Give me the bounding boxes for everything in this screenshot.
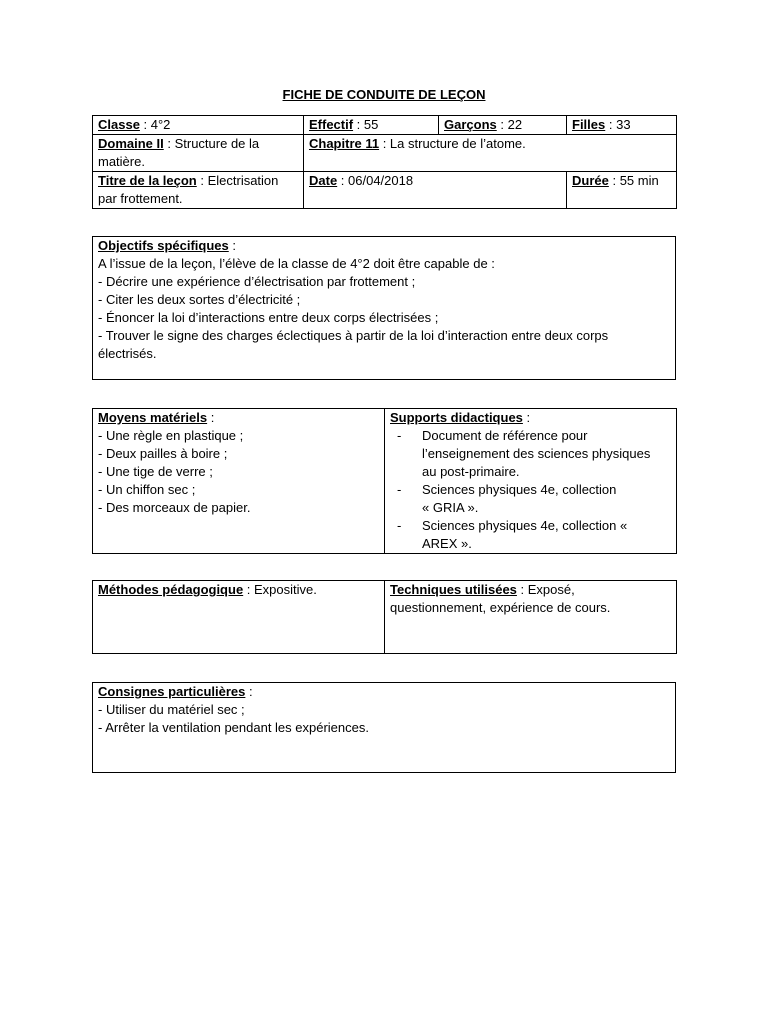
objectifs-heading: Objectifs spécifiques [98,238,229,253]
objectifs-box [92,236,676,380]
methodes-cell: Méthodes pédagogique : Expositive. [93,581,385,654]
filles-cell: Filles : 33 [567,116,677,135]
titre-lecon-cell: Titre de la leçon : Electrisation par frottement. [93,172,304,209]
consignes-heading: Consignes particulières [98,684,246,699]
objectifs-line: électrisés. [98,346,157,361]
objectifs-line: A l’issue de la leçon, l’élève de la classe de 4°2 doit être capable de : [98,256,495,271]
moyens-heading: Moyens matériels [98,410,208,425]
consignes-line: - Arrêter la ventilation pendant les expériences. [98,720,369,735]
objectifs-line: - Citer les deux sortes d’électricité ; [98,292,301,307]
duree-cell: Durée : 55 min [567,172,677,209]
moyens-list [98,427,379,517]
classe-cell: Classe : 4°2 [93,116,304,135]
list-item: - Sciences physiques 4e, collection « GRIA ». [397,482,617,515]
list-item: - Un chiffon sec ; [98,482,196,497]
supports-list [390,427,671,553]
list-item: - Une tige de verre ; [98,464,213,479]
supports-heading: Supports didactiques [390,410,523,425]
effectif-cell: Effectif : 55 [304,116,439,135]
garcons-cell: Garçons : 22 [439,116,567,135]
page-title: FICHE DE CONDUITE DE LEÇON [282,87,486,102]
list-item: - Des morceaux de papier. [98,500,251,515]
moyens-supports-box [92,408,677,554]
list-item: - Sciences physiques 4e, collection « AREX ». [397,518,628,551]
list-item: - Document de référence pour l’enseignement des sciences physiques au post-primaire. [397,428,651,479]
objectifs-line: - Trouver le signe des charges éclectiques à partir de la loi d’interaction entre deux corps [98,328,609,343]
methodes-heading: Méthodes pédagogique [98,582,244,597]
domaine-cell: Domaine II : Structure de la matière. [93,135,304,172]
chapitre-cell: Chapitre 11 : La structure de l’atome. [304,135,677,172]
supports-cell: Supports didactiques : - Document de référence pour l’enseignement des sciences physiques au post-primaire. - Sciences physiques 4e, collection « GRIA ». - Sciences physiques 4e, collection « AREX ». [385,409,677,554]
header-table [92,115,677,209]
consignes-cell: Consignes particulières : - Utiliser du matériel sec ; - Arrêter la ventilation pendant les expériences. [93,683,676,773]
list-item: - Deux pailles à boire ; [98,446,228,461]
techniques-heading: Techniques utilisées [390,582,517,597]
list-item: - Une règle en plastique ; [98,428,244,443]
moyens-cell: Moyens matériels : - Une règle en plastique ; - Deux pailles à boire ; - Une tige de verre ; - Un chiffon sec ; - Des morceaux de papier. [93,409,385,554]
objectifs-line: - Décrire une expérience d’électrisation par frottement ; [98,274,416,289]
consignes-line: - Utiliser du matériel sec ; [98,702,245,717]
methodes-techniques-box [92,580,677,654]
consignes-box [92,682,676,773]
techniques-cell: Techniques utilisées : Exposé, questionnement, expérience de cours. [385,581,677,654]
objectifs-line: - Énoncer la loi d’interactions entre deux corps électrisées ; [98,310,439,325]
objectifs-cell: Objectifs spécifiques : A l’issue de la leçon, l’élève de la classe de 4°2 doit être capable de : - Décrire une expérience d’électrisation par frottement ; - Citer les deux sortes d’électricité ; - Énoncer la loi d’interactions entre deux corps électrisées ; - Trouver le signe des charges éclectiques à partir de la loi d’interaction entre deux corps électrisés. [93,237,676,380]
date-cell: Date : 06/04/2018 [304,172,567,209]
